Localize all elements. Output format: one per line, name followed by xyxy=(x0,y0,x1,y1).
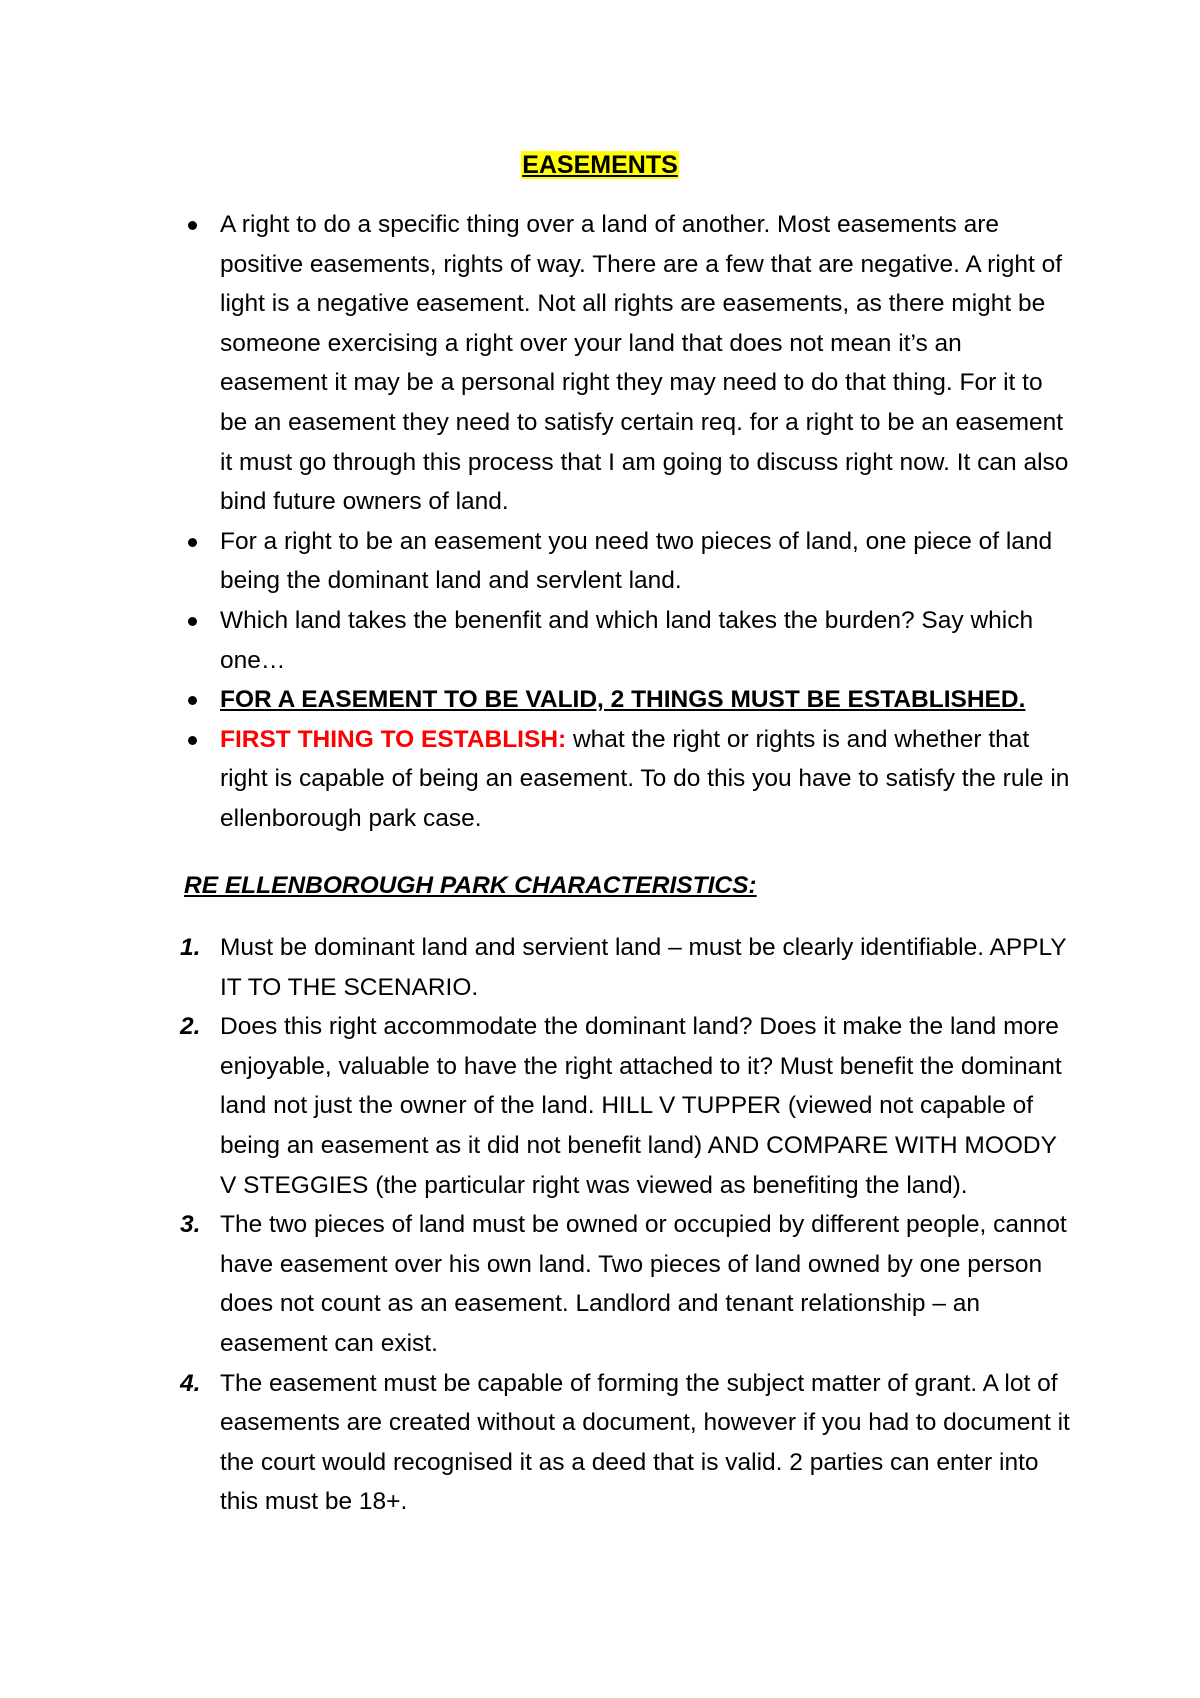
first-thing-label: FIRST THING TO ESTABLISH: xyxy=(220,725,567,753)
list-item xyxy=(0,680,1200,720)
list-item xyxy=(0,601,1200,680)
list-item xyxy=(0,205,1200,522)
list-number: 1. xyxy=(180,934,201,962)
list-item-text: Does this right accommodate the dominant land? Does it make the land more enjoyable, valuable to have the right attached to it? Must benefit the dominant land not just the owner of the land. HILL V TUPPER (viewed not capable of being an easement as it did not benefit land) AND COMPARE WITH MOODY V STEGGIES (the particular right was viewed as benefiting the land). xyxy=(220,1013,1062,1199)
list-item-text: Which land takes the benenfit and which land takes the burden? Say which one… xyxy=(220,606,1034,674)
list-item-text: what the right or rights is and whether that right is capable of being an easement. To do this you have to satisfy the rule in ellenborough park case. xyxy=(220,725,1070,832)
list-number: 2. xyxy=(180,1013,201,1041)
list-item xyxy=(0,522,1200,601)
list-item xyxy=(0,928,1200,1007)
list-item xyxy=(0,1007,1200,1205)
list-item-text: Must be dominant land and servient land – must be clearly identifiable. APPLY IT TO THE SCENARIO. xyxy=(220,934,1067,1001)
list-item xyxy=(0,720,1200,839)
page-title xyxy=(0,148,1200,182)
page-title-text: EASEMENTS xyxy=(522,151,678,179)
list-item-text: The easement must be capable of forming the subject matter of grant. A lot of easements are created without a document, however if you had to document it the court would recognised it as a deed that is valid. 2 parties can enter into this must be 18+. xyxy=(220,1369,1070,1516)
document-body xyxy=(0,205,1200,1522)
list-number: 3. xyxy=(180,1211,201,1239)
list-item-text: For a right to be an easement you need two pieces of land, one piece of land being the dominant land and servlent land. xyxy=(220,527,1053,595)
characteristics-list xyxy=(0,928,1200,1522)
list-item-text: The two pieces of land must be owned or occupied by different people, cannot have easement over his own land. Two pieces of land owned by one person does not count as an easement. Landlord and tenant relationship – an easement can exist. xyxy=(220,1211,1067,1358)
bullet-list xyxy=(0,205,1200,839)
list-item xyxy=(0,1205,1200,1363)
valid-easement-statement: FOR A EASEMENT TO BE VALID, 2 THINGS MUST BE ESTABLISHED. xyxy=(220,686,1026,714)
list-item xyxy=(0,1364,1200,1522)
section-heading: RE ELLENBOROUGH PARK CHARACTERISTICS: xyxy=(184,871,757,899)
list-number: 4. xyxy=(180,1369,201,1397)
list-item-text: A right to do a specific thing over a land of another. Most easements are positive easements, rights of way. There are a few that are negative. A right of light is a negative easement. Not all rights are easements, as there might be someone exercising a right over your land that does not mean it’s an easement it may be a personal right they may need to do that thing. For it to be an easement they need to satisfy certain req. for a right to be an easement it must go through this process that I am going to discuss right now. It can also bind future owners of land. xyxy=(220,211,1069,516)
